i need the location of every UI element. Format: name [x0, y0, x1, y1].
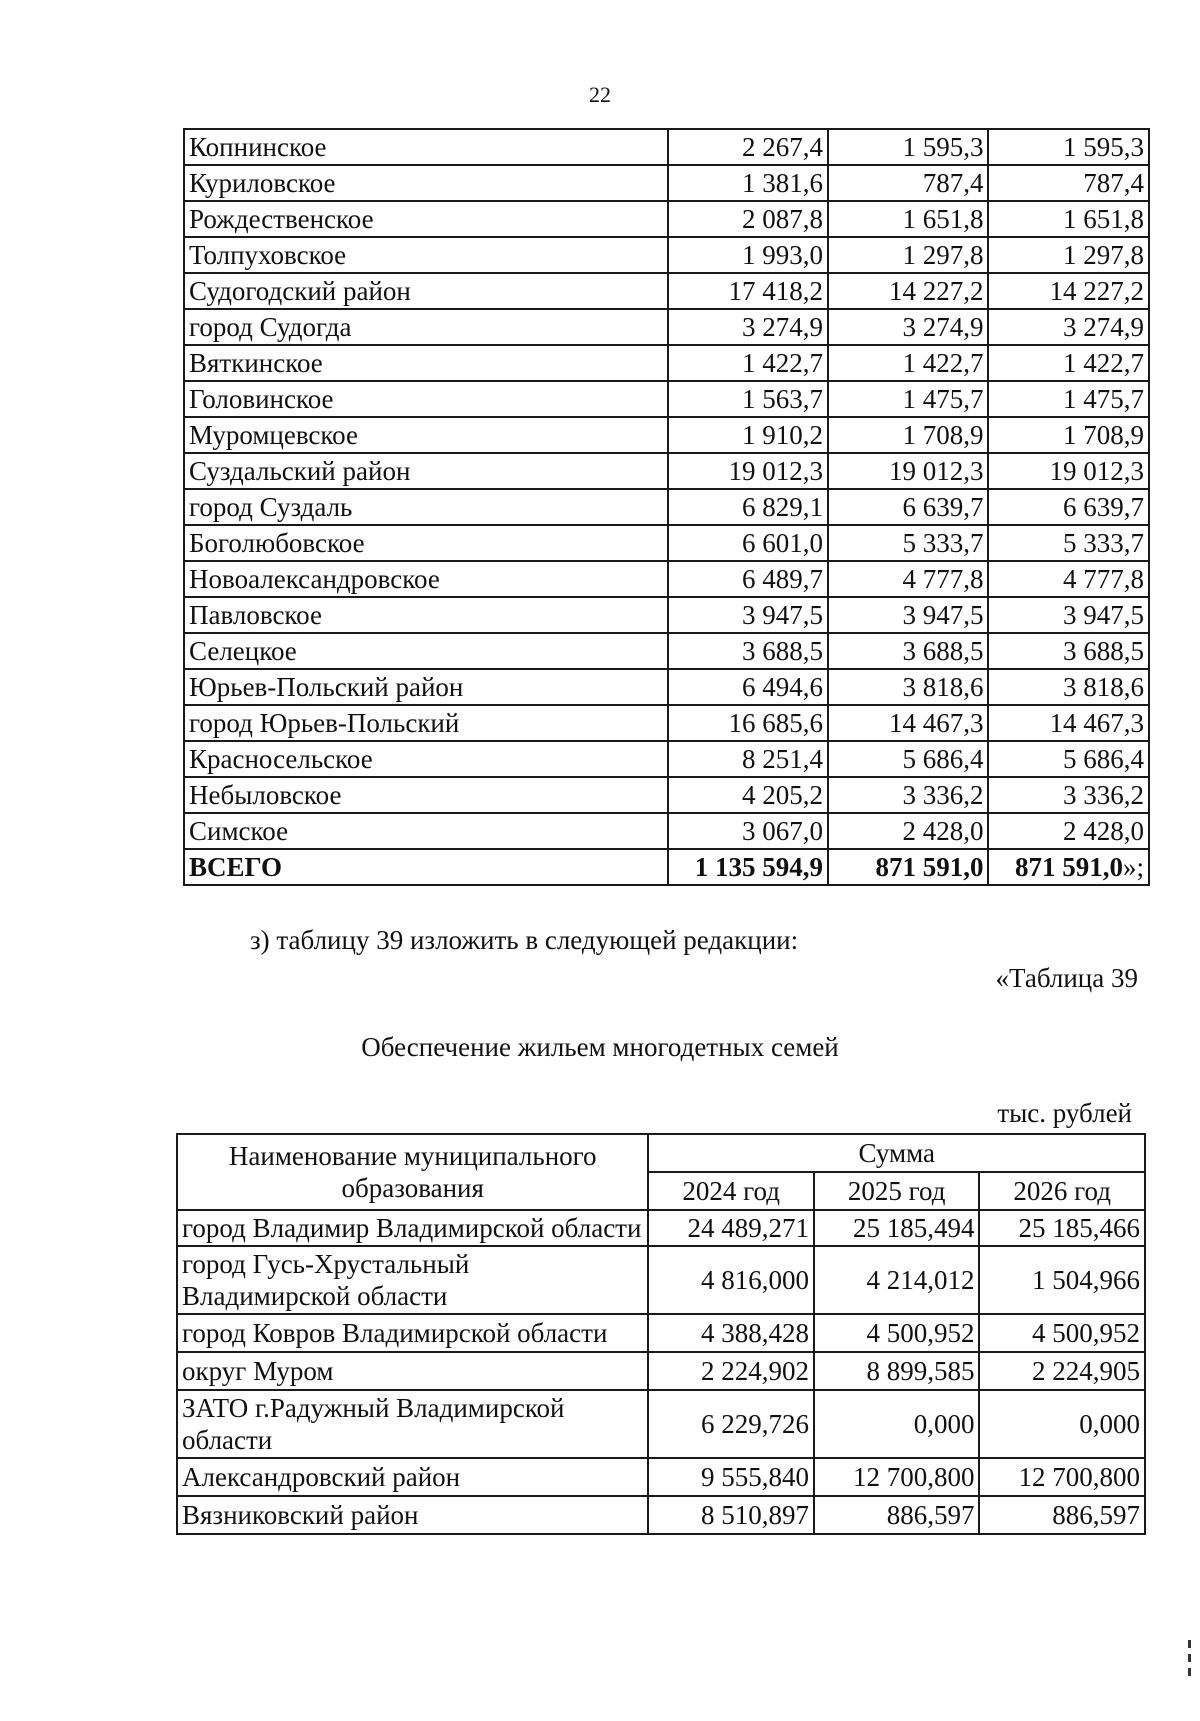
- page-number: 22: [589, 82, 611, 107]
- value-col-1: 4 205,2: [668, 777, 828, 813]
- value-col-3: 3 274,9: [988, 309, 1149, 345]
- value-2025: 4 214,012: [814, 1246, 980, 1314]
- value-col-1: 1 563,7: [668, 381, 828, 417]
- value-col-3: 1 475,7: [988, 381, 1149, 417]
- value-col-1: 1 381,6: [668, 165, 828, 201]
- scan-margin-mark: [1188, 1640, 1191, 1690]
- table-row: [184, 633, 1149, 669]
- municipality-name: Александровский район: [177, 1458, 648, 1496]
- municipality-name: Юрьев-Польский район: [184, 669, 668, 705]
- value-col-2: 1 708,9: [828, 417, 988, 453]
- table-row: [184, 273, 1149, 309]
- municipality-name: город Гусь-Хрустальный Владимирской области: [177, 1246, 648, 1314]
- value-2025: 12 700,800: [814, 1458, 980, 1496]
- value-col-2: 1 595,3: [828, 129, 988, 165]
- table-row: [177, 1314, 1145, 1352]
- amendment-instruction: з) таблицу 39 изложить в следующей редакции:: [250, 925, 799, 955]
- municipality-name: Боголюбовское: [184, 525, 668, 561]
- total-value-1: 1 135 594,9: [668, 849, 828, 885]
- value-col-2: 5 333,7: [828, 525, 988, 561]
- value-col-1: 16 685,6: [668, 705, 828, 741]
- value-2026: 0,000: [979, 1390, 1145, 1458]
- value-col-1: 6 494,6: [668, 669, 828, 705]
- table-row: [184, 453, 1149, 489]
- municipality-name: Муромцевское: [184, 417, 668, 453]
- value-col-1: 2 267,4: [668, 129, 828, 165]
- municipality-name: город Владимир Владимирской области: [177, 1210, 648, 1246]
- municipality-name: город Ковров Владимирской области: [177, 1314, 648, 1352]
- units-label: тыс. рублей: [997, 1098, 1132, 1128]
- municipality-name: город Судогда: [184, 309, 668, 345]
- value-col-2: 5 686,4: [828, 741, 988, 777]
- value-col-1: 6 489,7: [668, 561, 828, 597]
- header-municipality: Наименование муниципального образования: [177, 1134, 648, 1210]
- value-col-1: 3 947,5: [668, 597, 828, 633]
- value-2024: 9 555,840: [648, 1458, 814, 1496]
- municipality-name: город Суздаль: [184, 489, 668, 525]
- value-2025: 4 500,952: [814, 1314, 980, 1352]
- table-row: [184, 489, 1149, 525]
- table-row: [184, 525, 1149, 561]
- value-col-1: 1 993,0: [668, 237, 828, 273]
- value-2025: 25 185,494: [814, 1210, 980, 1246]
- header-sum: Сумма: [648, 1134, 1145, 1172]
- municipality-name: Новоалександровское: [184, 561, 668, 597]
- value-2024: 24 489,271: [648, 1210, 814, 1246]
- value-col-3: 1 595,3: [988, 129, 1149, 165]
- table-row: [184, 201, 1149, 237]
- value-col-3: 1 651,8: [988, 201, 1149, 237]
- table-row: [184, 237, 1149, 273]
- value-2024: 2 224,902: [648, 1352, 814, 1390]
- municipality-name: Павловское: [184, 597, 668, 633]
- value-2024: 4 388,428: [648, 1314, 814, 1352]
- value-col-1: 6 601,0: [668, 525, 828, 561]
- value-col-3: 3 818,6: [988, 669, 1149, 705]
- value-2025: 886,597: [814, 1496, 980, 1534]
- table-row: [184, 741, 1149, 777]
- value-col-3: 3 688,5: [988, 633, 1149, 669]
- municipality-name: город Юрьев-Польский: [184, 705, 668, 741]
- header-year-2024: 2024 год: [648, 1172, 814, 1210]
- table-allocations-continued: [183, 128, 1150, 886]
- value-col-2: 19 012,3: [828, 453, 988, 489]
- value-col-2: 14 227,2: [828, 273, 988, 309]
- value-2025: 8 899,585: [814, 1352, 980, 1390]
- value-col-1: 8 251,4: [668, 741, 828, 777]
- municipality-name: Небыловское: [184, 777, 668, 813]
- value-2026: 12 700,800: [979, 1458, 1145, 1496]
- value-col-1: 1 422,7: [668, 345, 828, 381]
- table-row: [177, 1246, 1145, 1314]
- table-row: [184, 417, 1149, 453]
- value-2026: 4 500,952: [979, 1314, 1145, 1352]
- value-col-2: 1 422,7: [828, 345, 988, 381]
- municipality-name: Судогодский район: [184, 273, 668, 309]
- value-2025: 0,000: [814, 1390, 980, 1458]
- value-col-1: 2 087,8: [668, 201, 828, 237]
- value-col-3: 4 777,8: [988, 561, 1149, 597]
- value-col-2: 1 475,7: [828, 381, 988, 417]
- value-col-3: 3 947,5: [988, 597, 1149, 633]
- value-col-1: 17 418,2: [668, 273, 828, 309]
- value-col-2: 14 467,3: [828, 705, 988, 741]
- value-col-1: 6 829,1: [668, 489, 828, 525]
- total-value-3: [988, 849, 1149, 885]
- table-row: [184, 309, 1149, 345]
- value-col-2: 4 777,8: [828, 561, 988, 597]
- value-col-3: 1 708,9: [988, 417, 1149, 453]
- value-col-2: 3 947,5: [828, 597, 988, 633]
- table-row: [184, 597, 1149, 633]
- total-value-2: 871 591,0: [828, 849, 988, 885]
- value-col-2: 3 818,6: [828, 669, 988, 705]
- table-row: [184, 669, 1149, 705]
- municipality-name: Симское: [184, 813, 668, 849]
- value-2024: 4 816,000: [648, 1246, 814, 1314]
- header-year-2026: 2026 год: [979, 1172, 1145, 1210]
- value-col-1: 3 067,0: [668, 813, 828, 849]
- value-2026: 886,597: [979, 1496, 1145, 1534]
- header-row: [177, 1134, 1145, 1172]
- total-row: [184, 849, 1149, 885]
- table-row: [177, 1458, 1145, 1496]
- table-row: [184, 165, 1149, 201]
- total-value-3-number: 871 591,0: [1014, 852, 1123, 882]
- value-col-3: 5 333,7: [988, 525, 1149, 561]
- municipality-name: Рождественское: [184, 201, 668, 237]
- value-col-1: 1 910,2: [668, 417, 828, 453]
- municipality-name: Суздальский район: [184, 453, 668, 489]
- value-col-2: 1 651,8: [828, 201, 988, 237]
- value-col-1: 3 688,5: [668, 633, 828, 669]
- table-row: [184, 381, 1149, 417]
- total-label: ВСЕГО: [184, 849, 668, 885]
- table-row: [184, 345, 1149, 381]
- table-row: [184, 705, 1149, 741]
- value-2026: 25 185,466: [979, 1210, 1145, 1246]
- value-col-3: 2 428,0: [988, 813, 1149, 849]
- municipality-name: Селецкое: [184, 633, 668, 669]
- value-col-3: 19 012,3: [988, 453, 1149, 489]
- municipality-name: Толпуховское: [184, 237, 668, 273]
- value-col-3: 6 639,7: [988, 489, 1149, 525]
- value-col-3: 3 336,2: [988, 777, 1149, 813]
- table-row: [184, 813, 1149, 849]
- table-row: [177, 1210, 1145, 1246]
- value-col-2: 2 428,0: [828, 813, 988, 849]
- value-col-1: 3 274,9: [668, 309, 828, 345]
- municipality-name: Куриловское: [184, 165, 668, 201]
- municipality-name: Копнинское: [184, 129, 668, 165]
- value-col-2: 3 688,5: [828, 633, 988, 669]
- value-col-3: 5 686,4: [988, 741, 1149, 777]
- municipality-name: Вяткинское: [184, 345, 668, 381]
- table-39: [176, 1133, 1146, 1535]
- value-col-2: 1 297,8: [828, 237, 988, 273]
- value-col-3: 14 467,3: [988, 705, 1149, 741]
- table-row: [177, 1352, 1145, 1390]
- table-title: Обеспечение жильем многодетных семей: [361, 1032, 839, 1062]
- table-row: [184, 129, 1149, 165]
- municipality-name: округ Муром: [177, 1352, 648, 1390]
- municipality-name: Красносельское: [184, 741, 668, 777]
- header-year-2025: 2025 год: [814, 1172, 980, 1210]
- table-row: [184, 777, 1149, 813]
- value-2024: 6 229,726: [648, 1390, 814, 1458]
- table-label: «Таблица 39: [995, 963, 1138, 993]
- value-col-2: 3 336,2: [828, 777, 988, 813]
- municipality-name: ЗАТО г.Радужный Владимирской области: [177, 1390, 648, 1458]
- value-col-2: 3 274,9: [828, 309, 988, 345]
- value-col-2: 6 639,7: [828, 489, 988, 525]
- table-row: [177, 1390, 1145, 1458]
- closing-quote: »;: [1122, 852, 1144, 882]
- value-col-2: 787,4: [828, 165, 988, 201]
- value-col-3: 1 422,7: [988, 345, 1149, 381]
- municipality-name: Головинское: [184, 381, 668, 417]
- value-2024: 8 510,897: [648, 1496, 814, 1534]
- municipality-name: Вязниковский район: [177, 1496, 648, 1534]
- table-row: [184, 561, 1149, 597]
- table-row: [177, 1496, 1145, 1534]
- value-col-3: 14 227,2: [988, 273, 1149, 309]
- value-2026: 2 224,905: [979, 1352, 1145, 1390]
- value-col-1: 19 012,3: [668, 453, 828, 489]
- value-col-3: 1 297,8: [988, 237, 1149, 273]
- value-col-3: 787,4: [988, 165, 1149, 201]
- value-2026: 1 504,966: [979, 1246, 1145, 1314]
